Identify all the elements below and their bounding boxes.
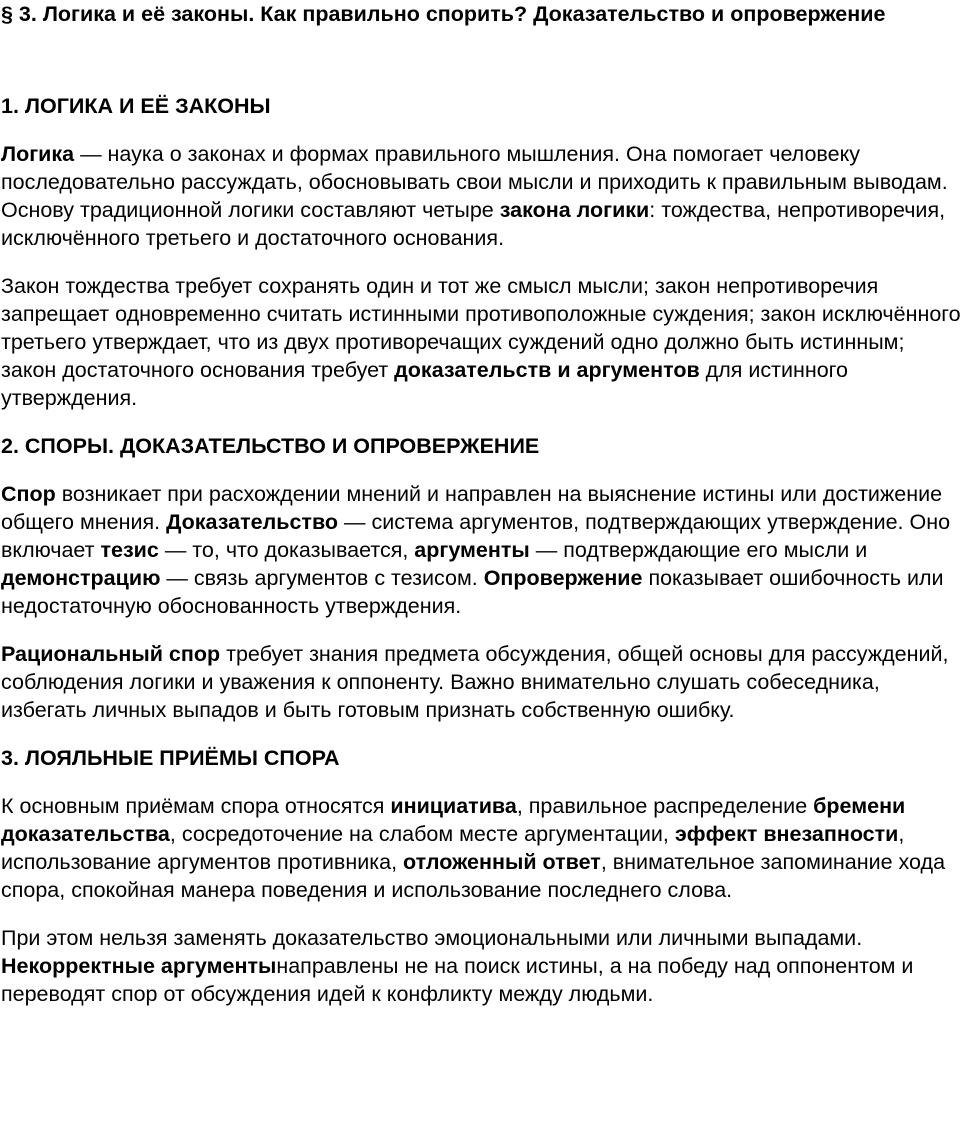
bold-term: Спор <box>1 482 56 506</box>
text-run: , использование аргументов противника, <box>1 822 905 874</box>
bold-term: тезис <box>100 538 159 562</box>
section-heading-techniques: 3. ЛОЯЛЬНЫЕ ПРИЁМЫ СПОРА <box>1 746 340 770</box>
text-run: : тождества, непротиворечия, исключённого третьего и достаточного основания. <box>1 198 946 250</box>
paragraph-rational-dispute <box>1 640 961 724</box>
bold-term: Некорректные аргументы <box>1 954 277 978</box>
text-run: — система аргументов, подтверждающих утверждение. Оно включает <box>1 510 951 562</box>
bold-term: Опровержение <box>483 566 643 590</box>
bold-term: бремени доказательства <box>1 794 906 846</box>
section-heading-logic: 1. ЛОГИКА И ЕЁ ЗАКОНЫ <box>1 94 271 118</box>
bold-term: отложенный ответ <box>403 850 601 874</box>
paragraph-logic-laws <box>1 272 961 412</box>
text-run: показывает ошибочность или недостаточную обоснованность утверждения. <box>1 566 944 618</box>
text-run: — связь аргументов с тезисом. <box>160 566 484 590</box>
title-block <box>1 0 961 28</box>
paragraph-incorrect-arguments <box>1 924 961 1008</box>
bold-term: закона логики <box>499 198 650 222</box>
section-heading-disputes: 2. СПОРЫ. ДОКАЗАТЕЛЬСТВО И ОПРОВЕРЖЕНИЕ <box>1 434 540 458</box>
bold-term: Логика <box>1 142 75 166</box>
text-run: Закон тождества требует сохранять один и тот же смысл мысли; закон непротиворечия запрещает одновременно считать истинными противоположные суждения; закон исключённого третьего утверждает, что из двух противоречащих суждений одно должно быть истинным; закон достаточного основания требует <box>1 274 961 382</box>
text-run: , правильное распределение <box>516 794 814 818</box>
text-run: К основным приёмам спора относятся <box>1 794 391 818</box>
text-run: требует знания предмета обсуждения, общей основы для рассуждений, соблюдения логики и уважения к оппоненту. Важно внимательно слушать собеседника, избегать личных выпадов и быть готовым признать собственную ошибку. <box>1 642 949 722</box>
paragraph-techniques <box>1 792 961 904</box>
text-run: При этом нельзя заменять доказательство эмоциональными или личными выпадами. <box>1 926 863 950</box>
bold-term: инициатива <box>390 794 517 818</box>
text-run: направлены не на поиск истины, а на победу над оппонентом и переводят спор от обсуждения идей к конфликту между людьми. <box>1 954 914 1006</box>
bold-term: Доказательство <box>166 510 339 534</box>
text-run: — подтверждающие его мысли и <box>529 538 868 562</box>
bold-term: Рациональный спор <box>1 642 221 666</box>
text-run: , внимательное запоминание хода спора, спокойная манера поведения и использование последнего слова. <box>1 850 946 902</box>
text-run: для истинного утверждения. <box>1 358 848 410</box>
text-run: — наука о законах и формах правильного мышления. Она помогает человеку последовательно рассуждать, обосновывать свои мысли и приходить к правильным выводам. Основу традиционной логики составляют четыре <box>1 142 948 222</box>
bold-term: демонстрацию <box>1 566 161 590</box>
paragraph-logic-definition <box>1 140 961 252</box>
text-run: возникает при расхождении мнений и направлен на выяснение истины или достижение общего мнения. <box>1 482 943 534</box>
text-run: , сосредоточение на слабом месте аргументации, <box>169 822 675 846</box>
bold-term: аргументы <box>414 538 530 562</box>
bold-term: доказательств и аргументов <box>394 358 700 382</box>
bold-term: эффект внезапности <box>674 822 899 846</box>
document-title: § 3. Логика и её законы. Как правильно спорить? Доказательство и опровержение <box>1 2 886 26</box>
paragraph-dispute-definition <box>1 480 961 620</box>
text-run: — то, что доказывается, <box>158 538 415 562</box>
